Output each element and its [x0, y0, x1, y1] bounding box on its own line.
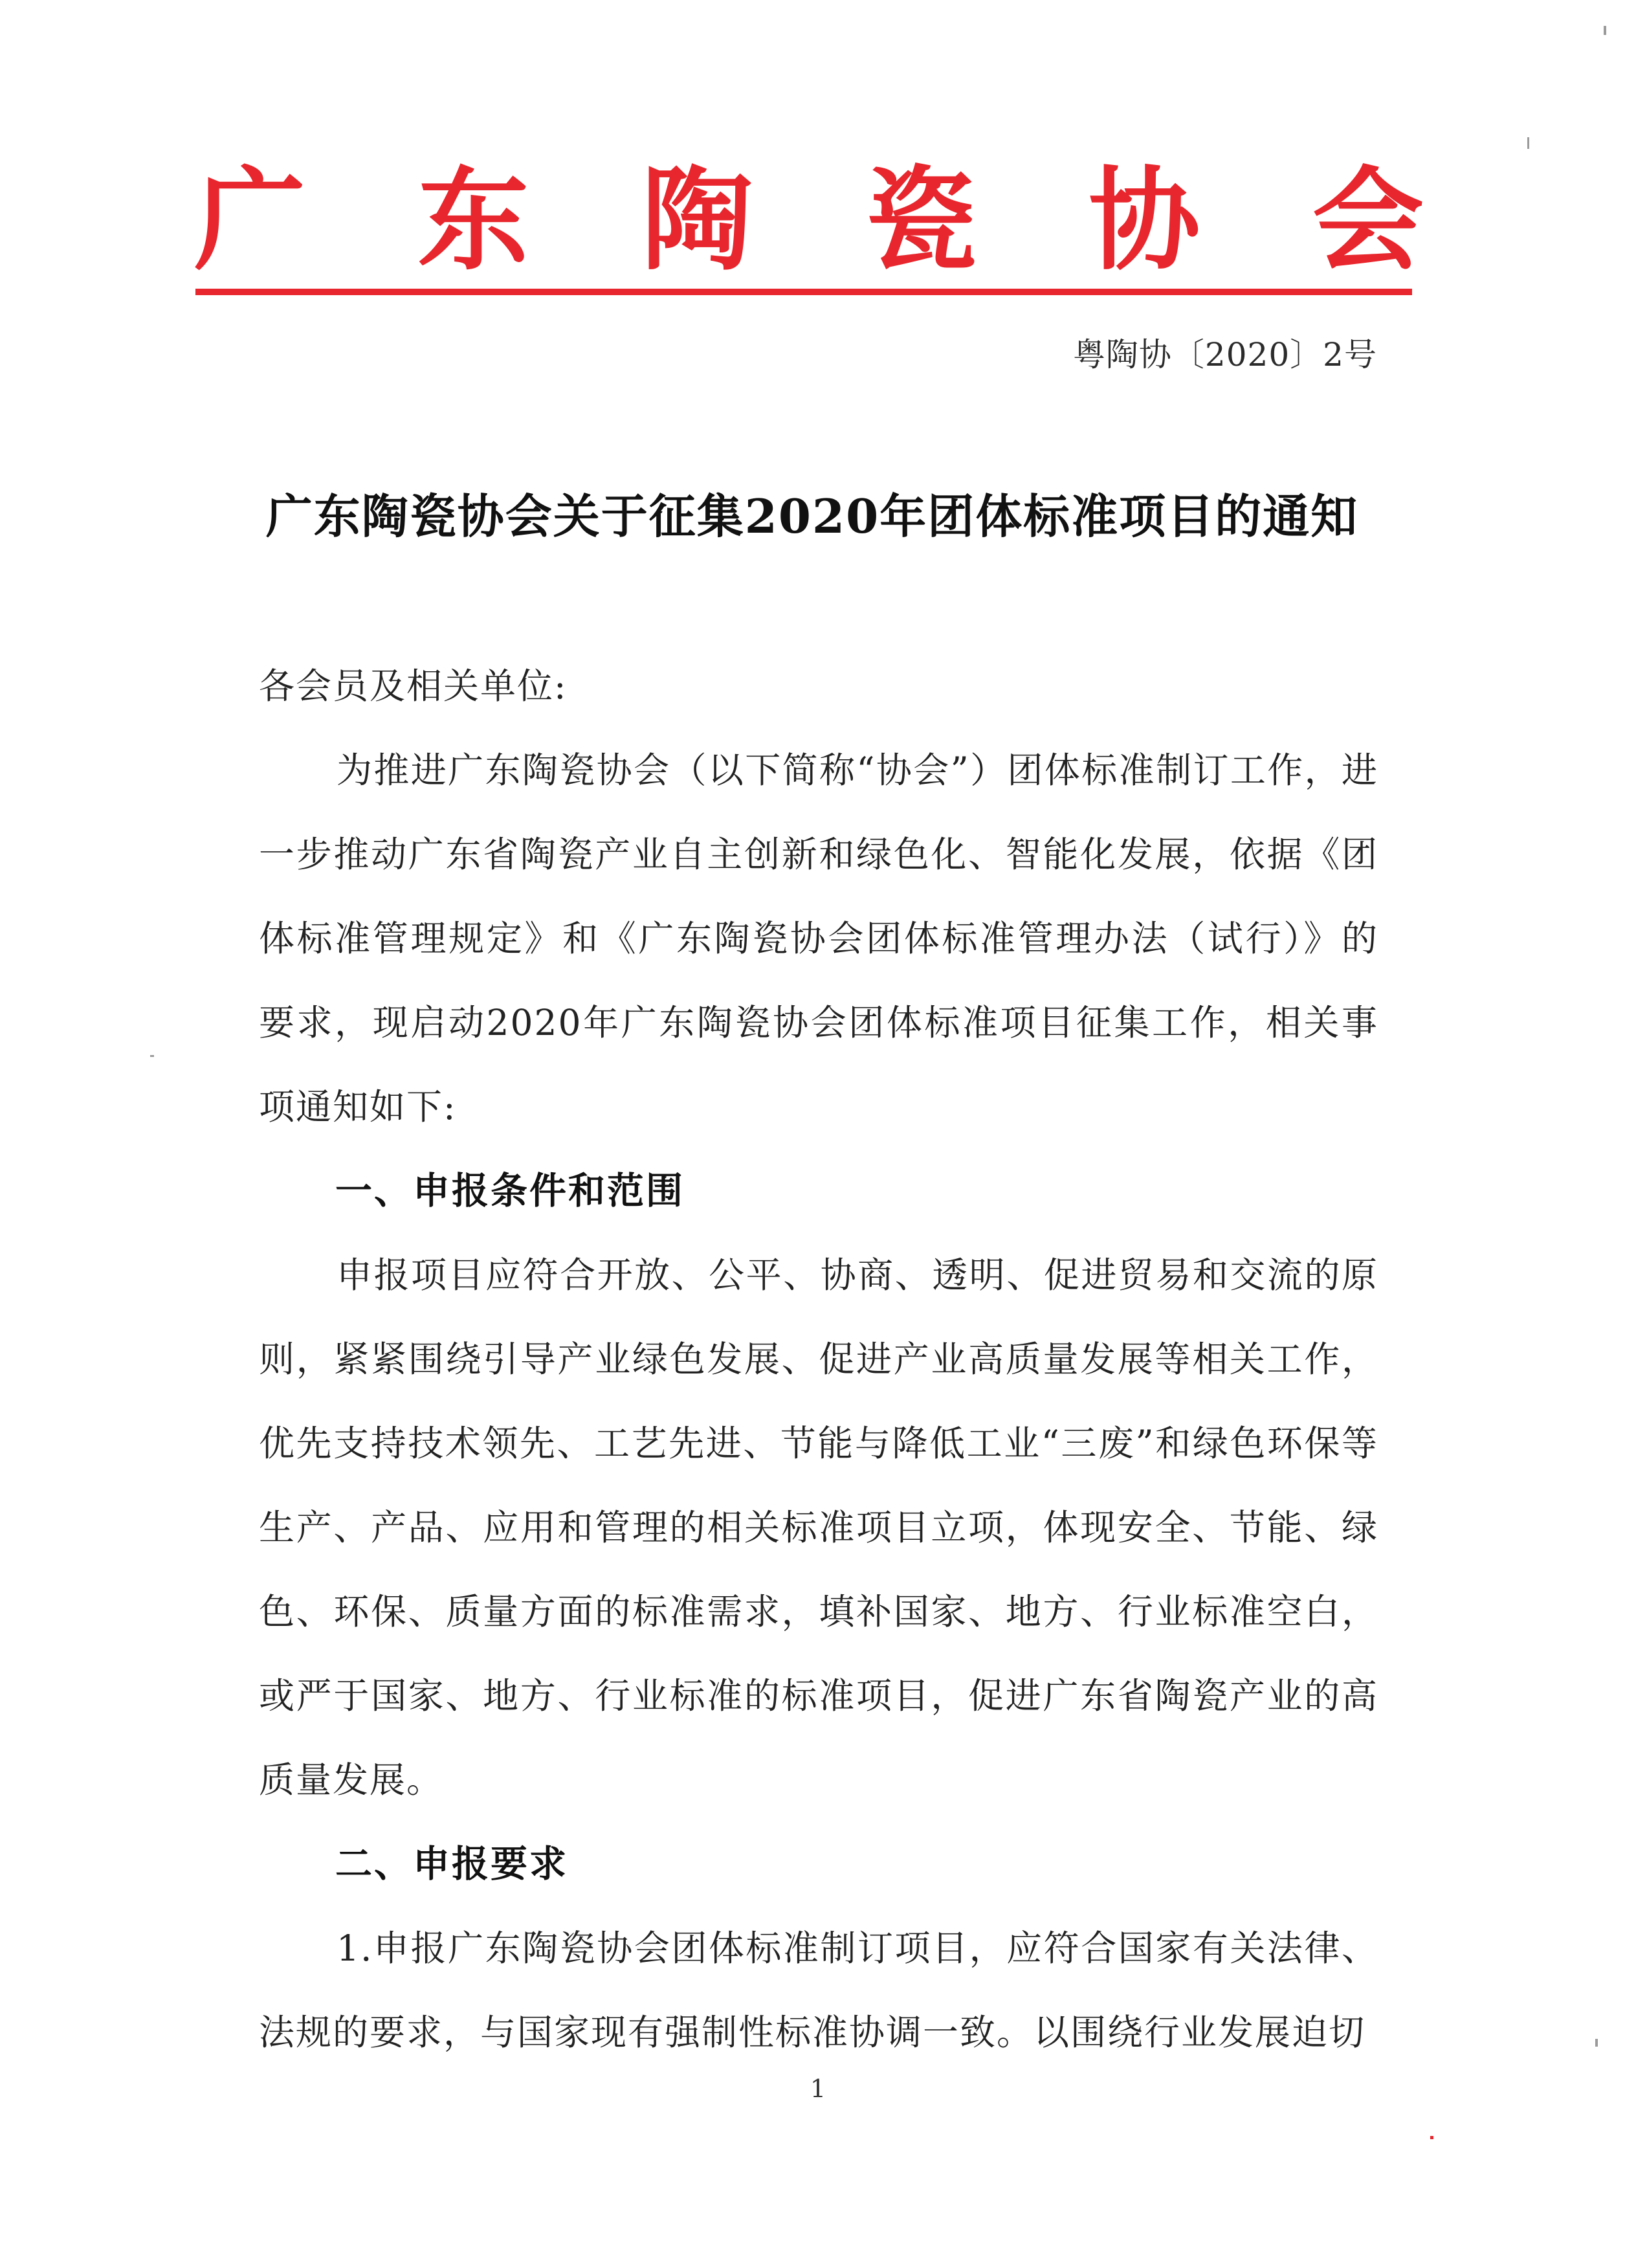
section-1-paragraph: 申报项目应符合开放、公平、协商、透明、促进贸易和交流的原则，紧紧围绕引导产业绿色发展、促进产业高质量发展等相关工作，优先支持技术领先、工艺先进、节能与降低工业“三废”和绿色环保等生产、产品、应用和管理的相关标准项目立项，体现安全、节能、绿色、环保、质量方面的标准需求，填补国家、地方、行业标准空白，或严于国家、地方、行业标准的标准项目，促进广东省陶瓷产业的高质量发展。 — [259, 1254, 1378, 1801]
section-2-item-1: 1.申报广东陶瓷协会团体标准制订项目，应符合国家有关法律、法规的要求，与国家现有强制性标准协调一致。以围绕行业发展迫切 — [259, 1928, 1378, 2053]
letterhead-char: 广 — [194, 154, 305, 285]
letterhead-char: 东 — [417, 154, 529, 285]
letterhead-char: 协 — [1089, 154, 1200, 285]
letterhead-red-rule — [195, 289, 1412, 295]
page-number: 1 — [810, 2074, 826, 2103]
letterhead-char: 会 — [1312, 154, 1424, 285]
scan-speck — [1595, 2039, 1598, 2047]
document-number: 粤陶协〔2020〕2号 — [1072, 336, 1377, 373]
document-body — [259, 644, 1378, 2074]
scan-speck — [1604, 26, 1606, 35]
scan-speck — [150, 1055, 154, 1057]
document-title: 广东陶瓷协会关于征集2020年团体标准项目的通知 — [265, 489, 1359, 544]
letterhead-char: 瓷 — [865, 154, 977, 285]
section-heading-2: 二、申报要求 — [335, 1842, 568, 1885]
intro-paragraph: 为推进广东陶瓷协会（以下简称“协会”）团体标准制订工作，进一步推动广东省陶瓷产业自主创新和绿色化、智能化发展，依据《团体标准管理规定》和《广东陶瓷协会团体标准管理办法（试行）》的要求，现启动2020年广东陶瓷协会团体标准项目征集工作，相关事项通知如下: — [259, 750, 1378, 1128]
scan-speck — [1527, 137, 1529, 149]
scan-speck — [1430, 2136, 1433, 2139]
salutation: 各会员及相关单位: — [259, 665, 568, 707]
section-heading-1: 一、申报条件和范围 — [335, 1169, 685, 1212]
letterhead-title — [194, 149, 1424, 291]
letterhead-char: 陶 — [641, 154, 753, 285]
